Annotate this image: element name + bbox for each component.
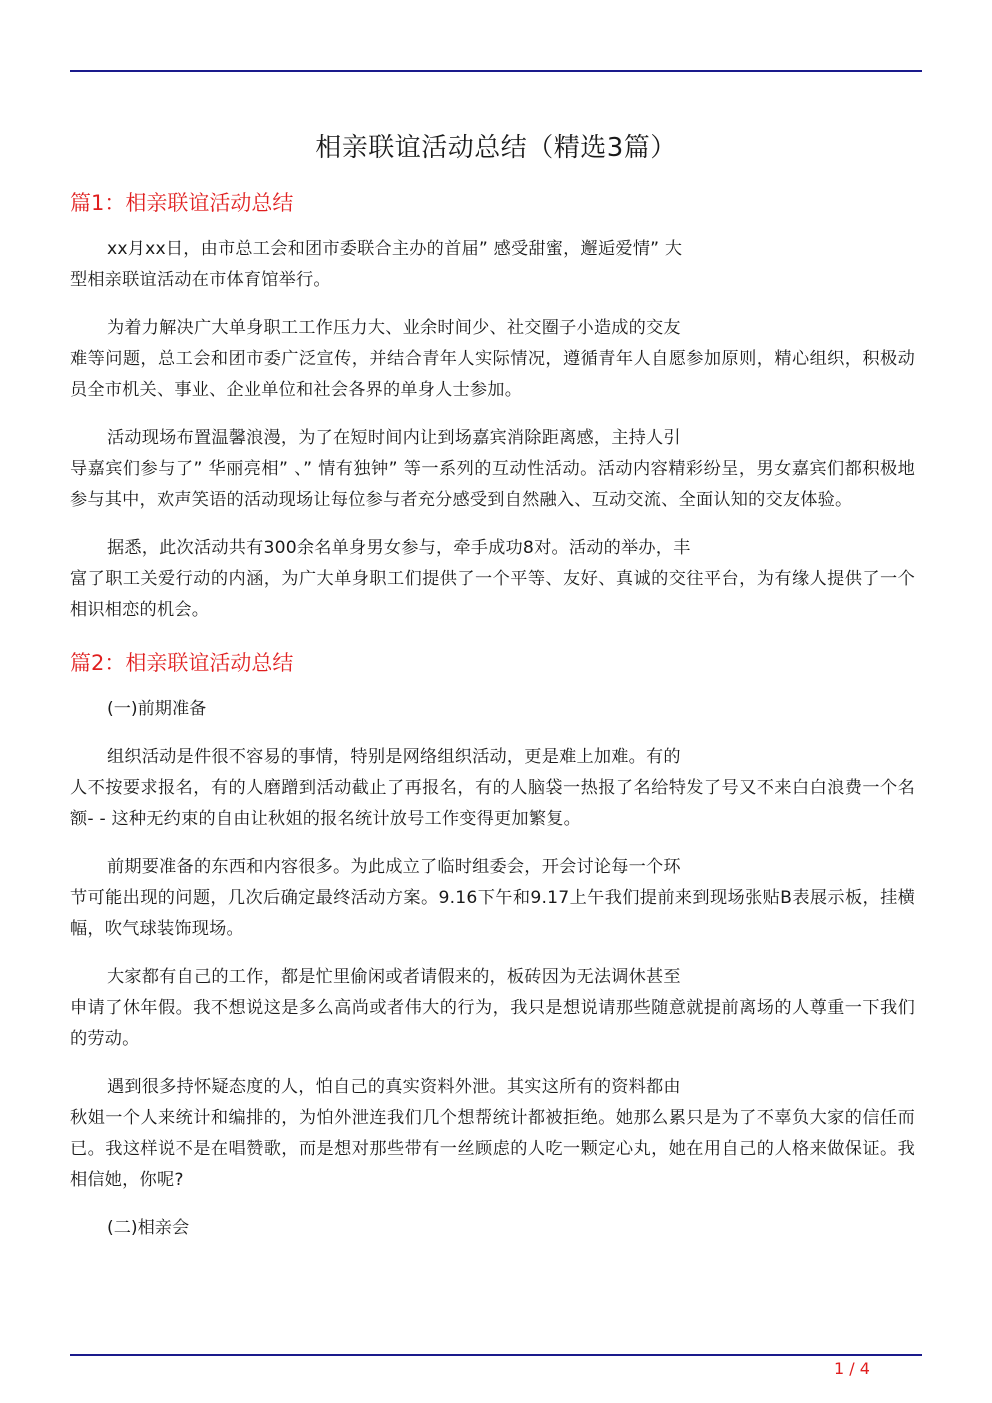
paragraph [70, 313, 915, 406]
paragraph [70, 533, 915, 626]
paragraph [70, 423, 915, 516]
paragraph [70, 1072, 915, 1196]
paragraph-rest: 节可能出现的问题，几次后确定最终活动方案。9.16下午和9.17上午我们提前来到现场张贴B表展示板，挂横幅，吹气球装饰现场。 [70, 888, 915, 939]
subsection-heading: (一)前期准备 [107, 699, 207, 719]
page-number: 1 / 4 [834, 1359, 870, 1378]
subsection-heading: (二)相亲会 [107, 1218, 190, 1238]
paragraph-first-line: 为着力解决广大单身职工工作压力大、业余时间少、社交圈子小造成的交友 [107, 318, 681, 338]
paragraph-rest: 导嘉宾们参与了” 华丽亮相” 、” 情有独钟” 等一系列的互动性活动。活动内容精彩纷呈，男女嘉宾们都积极地参与其中，欢声笑语的活动现场让每位参与者充分感受到自然融入、互动交流、全面认知的交友体验。 [70, 459, 915, 510]
paragraph-first-line: 遇到很多持怀疑态度的人，怕自己的真实资料外泄。其实这所有的资料都由 [107, 1077, 681, 1097]
footer-rule [70, 1354, 922, 1356]
page-title: 相亲联谊活动总结（精选3篇） [315, 133, 677, 163]
paragraph-rest: 富了职工关爱行动的内涵，为广大单身职工们提供了一个平等、友好、真诚的交往平台，为有缘人提供了一个相识相恋的机会。 [70, 569, 915, 620]
document-body [70, 186, 915, 1261]
paragraph-first-line: 活动现场布置温馨浪漫，为了在短时间内让到场嘉宾消除距离感，主持人引 [107, 428, 681, 448]
paragraph [70, 742, 915, 835]
header-rule [70, 70, 922, 72]
paragraph-first-line: 据悉，此次活动共有300余名单身男女参与，牵手成功8对。活动的举办，丰 [107, 538, 691, 558]
paragraph [70, 852, 915, 945]
paragraph-rest: 申请了休年假。我不想说这是多么高尚或者伟大的行为，我只是想说请那些随意就提前离场的人尊重一下我们的劳动。 [70, 998, 915, 1049]
paragraph [70, 962, 915, 1055]
paragraph-rest: 人不按要求报名，有的人磨蹭到活动截止了再报名，有的人脑袋一热报了名给特发了号又不来白白浪费一个名额- - 这种无约束的自由让秋姐的报名统计放号工作变得更加繁复。 [70, 778, 915, 829]
paragraph-first-line: 前期要准备的东西和内容很多。为此成立了临时组委会，开会讨论每一个环 [107, 857, 681, 877]
paragraph-rest: 难等问题，总工会和团市委广泛宣传，并结合青年人实际情况，遵循青年人自愿参加原则，精心组织，积极动员全市机关、事业、企业单位和社会各界的单身人士参加。 [70, 349, 915, 400]
paragraph-first-line: 大家都有自己的工作，都是忙里偷闲或者请假来的，板砖因为无法调休甚至 [107, 967, 681, 987]
paragraph-first-line: 组织活动是件很不容易的事情，特别是网络组织活动，更是难上加难。有的 [107, 747, 681, 767]
paragraph-first-line: xx月xx日，由市总工会和团市委联合主办的首届” 感受甜蜜，邂逅爱情” 大 [107, 239, 683, 259]
section-2-heading: 篇2：相亲联谊活动总结 [70, 651, 294, 675]
paragraph [70, 234, 915, 296]
paragraph-rest: 秋姐一个人来统计和编排的，为怕外泄连我们几个想帮统计都被拒绝。她那么累只是为了不辜负大家的信任而已。我这样说不是在唱赞歌，而是想对那些带有一丝顾虑的人吃一颗定心丸，她在用自己的人格来做保证。我相信她，你呢? [70, 1108, 915, 1190]
paragraph-rest: 型相亲联谊活动在市体育馆举行。 [70, 270, 331, 290]
section-1-heading: 篇1：相亲联谊活动总结 [70, 191, 294, 215]
